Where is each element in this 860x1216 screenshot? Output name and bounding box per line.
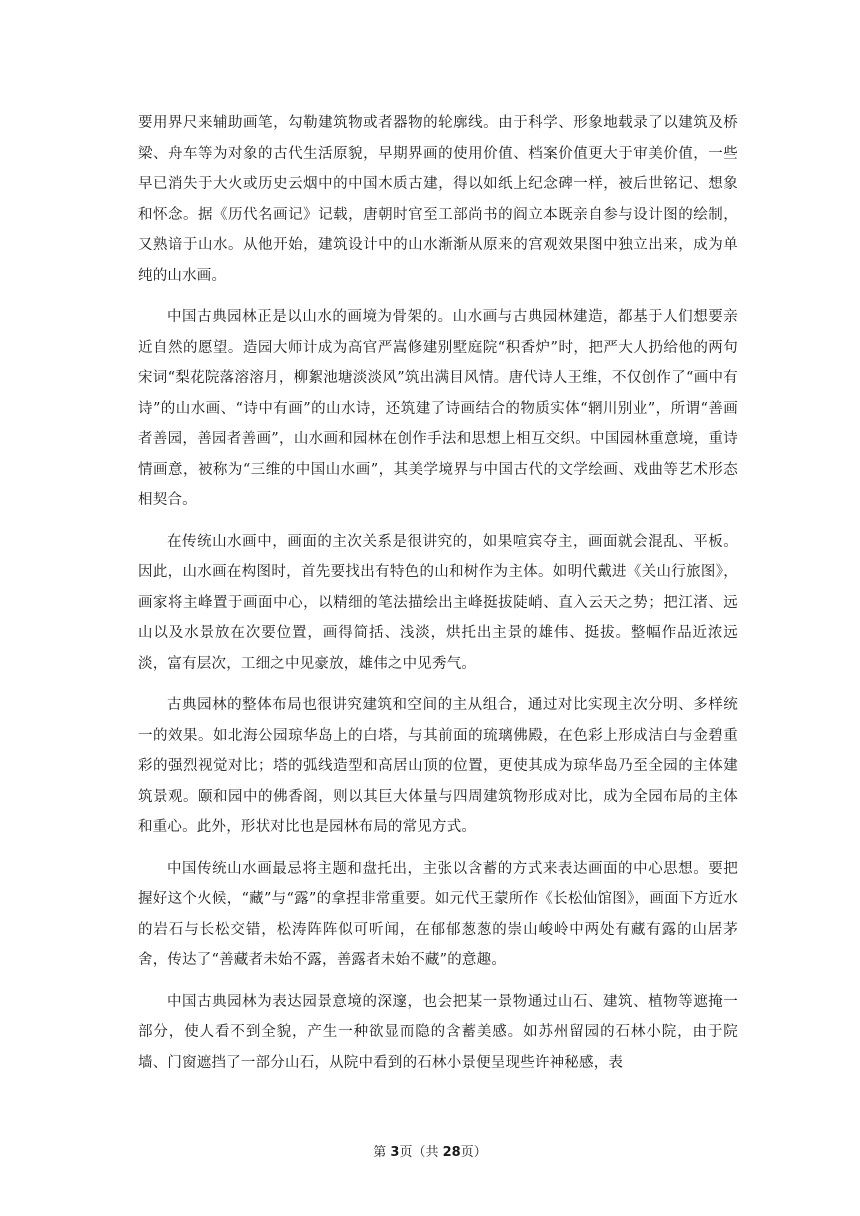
paragraph-4: 古典园林的整体布局也很讲究建筑和空间的主从组合，通过对比实现主次分明、多样统一的效果。如北海公园琼华岛上的白塔，与其前面的琉璃佛殿，在色彩上形成洁白与金碧重彩的强烈视觉对比；塔的弧线造型和高居山顶的位置，更使其成为琼华岛乃至全园的主体建筑景观。颐和园中的佛香阁，则以其巨大体量与四周建筑物形成对比，成为全园布局的主体和重心。此外，形状对比也是园林布局的常见方式。: [138, 697, 738, 835]
paragraph-2: 中国古典园林正是以山水的画境为骨架的。山水画与古典园林建造，都基于人们想要亲近自然的愿望。造园大师计成为高官严嵩修建别墅庭院“积香炉”时，把严大人扔给他的两句宋词“梨花院落溶溶月，柳絮池塘淡淡风”筑出满目风情。唐代诗人王维，不仅创作了“画中有诗”的山水画、“诗中有画”的山水诗，还筑建了诗画结合的物质实体“辋川别业”，所谓“善画者善园，善园者善画”，山水画和园林在创作手法和思想上相互交织。中国园林重意境，重诗情画意，被称为“三维的中国山水画”，其美学境界与中国古代的文学绘画、戏曲等艺术形态相契合。: [138, 309, 738, 508]
footer-middle: 页（共: [399, 1145, 443, 1160]
paragraph-3: 在传统山水画中，画面的主次关系是很讲究的，如果喧宾夺主，画面就会混乱、平板。因此，山水画在构图时，首先要找出有特色的山和树作为主体。如明代戴进《关山行旅图》，画家将主峰置于画面中心，以精细的笔法描绘出主峰挺拔陡峭、直入云天之势；把江渚、远山以及水景放在次要位置，画得简括、浅淡，烘托出主景的雄伟、挺拔。整幅作品近浓远淡，富有层次，工细之中见豪放，雄伟之中见秀气。: [138, 533, 738, 672]
total-page-count: 28: [442, 1145, 461, 1160]
footer-prefix: 第: [373, 1145, 391, 1160]
paragraph-6: 中国古典园林为表达园景意境的深邃，也会把某一景物通过山石、建筑、植物等遮掩一部分，使人看不到全貌，产生一种欲显而隐的含蓄美感。如苏州留园的石林小院，由于院墙、门窗遮挡了一部分山石，从院中看到的石林小景便呈现些许神秘感，表: [138, 993, 738, 1071]
page-footer: [0, 1141, 860, 1160]
footer-suffix: 页）: [460, 1145, 487, 1160]
paragraph-1: 要用界尺来辅助画笔，勾勒建筑物或者器物的轮廓线。由于科学、形象地载录了以建筑及桥梁、舟车等为对象的古代生活原貌，早期界画的使用价值、档案价值更大于审美价值，一些早已消失于大火或历史云烟中的中国木质古建，得以如纸上纪念碑一样，被后世铭记、想象和怀念。据《历代名画记》记载，唐朝时官至工部尚书的阎立本既亲自参与设计图的绘制，又熟谙于山水。从他开始，建筑设计中的山水渐渐从原来的宫观效果图中独立出来，成为单纯的山水画。: [138, 115, 738, 284]
body-text: [138, 108, 738, 1089]
paragraph-5: 中国传统山水画最忌将主题和盘托出，主张以含蓄的方式来表达画面的中心思想。要把握好这个火候，“藏”与“露”的拿捏非常重要。如元代王蒙所作《长松仙馆图》，画面下方近水的岩石与长松交错，松涛阵阵似可听闻，在郁郁葱葱的崇山峻岭中两处有藏有露的山居茅舍，传达了“善藏者未始不露，善露者未始不藏”的意趣。: [138, 860, 738, 968]
current-page-number: 3: [390, 1145, 400, 1160]
